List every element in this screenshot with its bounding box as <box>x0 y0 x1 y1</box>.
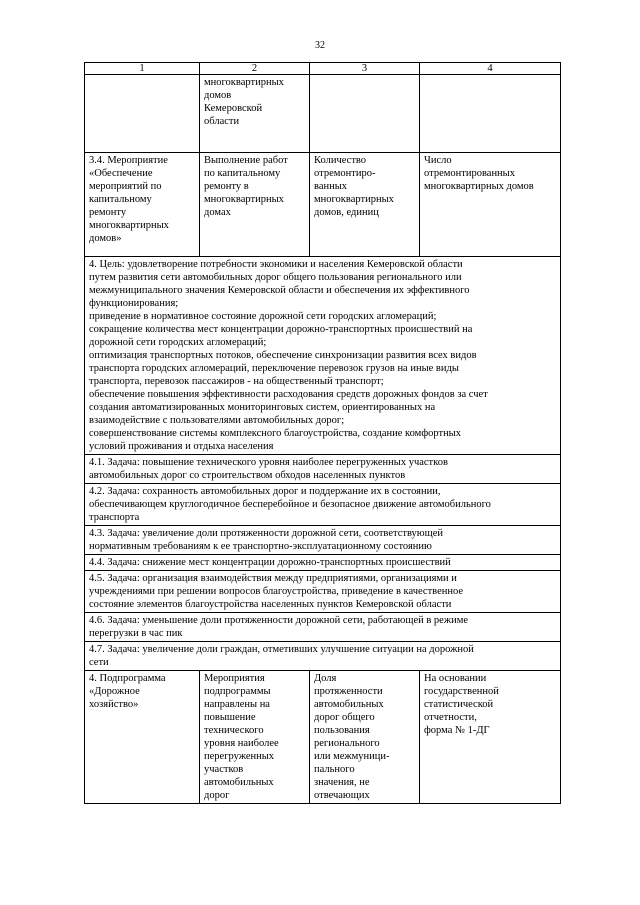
task-row <box>85 526 561 555</box>
table-cell: многоквартирных домов Кемеровской области <box>200 75 310 153</box>
task-row <box>85 613 561 642</box>
task-row <box>85 642 561 671</box>
task-4-2: 4.2. Задача: сохранность автомобильных дорог и поддержание их в состоянии, обеспечивающем круглогодичное бесперебойное и безопасное движение автомобильного транспорта <box>85 484 561 526</box>
task-row <box>85 571 561 613</box>
table-cell <box>310 75 420 153</box>
column-header: 2 <box>200 63 310 75</box>
table-cell: 3.4. Мероприятие «Обеспечение мероприятий по капитальному ремонту многоквартирных домов» <box>85 153 200 257</box>
task-row <box>85 484 561 526</box>
column-header: 1 <box>85 63 200 75</box>
task-row <box>85 555 561 571</box>
table-cell: Выполнение работ по капитальному ремонту в многоквартирных домах <box>200 153 310 257</box>
table-row <box>85 153 561 257</box>
table-cell: Доля протяженности автомобильных дорог общего пользования регионального или межмуници- пального значения, не отвечающих <box>310 671 420 804</box>
table-cell <box>420 75 561 153</box>
table-cell: Мероприятия подпрограммы направлены на повышение технического уровня наиболее перегруженных участков автомобильных дорог <box>200 671 310 804</box>
table-cell <box>85 75 200 153</box>
table-cell: На основании государственной статистической отчетности, форма № 1-ДГ <box>420 671 561 804</box>
indicators-table <box>84 62 561 804</box>
table-cell: Количество отремонтиро- ванных многоквартирных домов, единиц <box>310 153 420 257</box>
column-header: 3 <box>310 63 420 75</box>
task-4-1: 4.1. Задача: повышение технического уровня наиболее перегруженных участков автомобильных дорог со строительством обходов населенных пунктов <box>85 455 561 484</box>
table-cell: 4. Подпрограмма «Дорожное хозяйство» <box>85 671 200 804</box>
task-4-7: 4.7. Задача: увеличение доли граждан, отметивших улучшение ситуации на дорожной сети <box>85 642 561 671</box>
task-4-4: 4.4. Задача: снижение мест концентрации дорожно-транспортных происшествий <box>85 555 561 571</box>
table-row <box>85 671 561 804</box>
task-4-5: 4.5. Задача: организация взаимодействия между предприятиями, организациями и учреждениями при решении вопросов благоустройства, приведение в качественное состояние элементов благоустройства населенных пунктов Кемеровской области <box>85 571 561 613</box>
task-4-6: 4.6. Задача: уменьшение доли протяженности дорожной сети, работающей в режиме перегрузки в час пик <box>85 613 561 642</box>
page-number: 32 <box>315 40 325 51</box>
task-row <box>85 455 561 484</box>
table-header-row <box>85 63 561 75</box>
goal-row <box>85 257 561 455</box>
goal-4: 4. Цель: удовлетворение потребности экономики и населения Кемеровской области путем развития сети автомобильных дорог общего пользования регионального или межмуниципального значения Кемеровской области и обеспечения их эффективного функционирования; приведение в нормативное состояние дорожной сети городских агломераций; сокращение количества мест концентрации дорожно-транспортных происшествий на дорожной сети городских агломераций; оптимизация транспортных потоков, обеспечение синхронизации развития всех видов транспорта городских агломераций, переключение перевозок грузов на иные виды транспорта, перевозок пассажиров - на общественный транспорт; обеспечение повышения эффективности расходования средств дорожных фондов за счет создания автоматизированных мониторинговых систем, ориентированных на взаимодействие с пользователями автомобильных дорог; совершенствование системы комплексного благоустройства, создание комфортных условий проживания и отдыха населения <box>85 257 561 455</box>
table-row <box>85 75 561 153</box>
table-cell: Число отремонтированных многоквартирных домов <box>420 153 561 257</box>
column-header: 4 <box>420 63 561 75</box>
task-4-3: 4.3. Задача: увеличение доли протяженности дорожной сети, соответствующей нормативным требованиям к ее транспортно-эксплуатационному состоянию <box>85 526 561 555</box>
